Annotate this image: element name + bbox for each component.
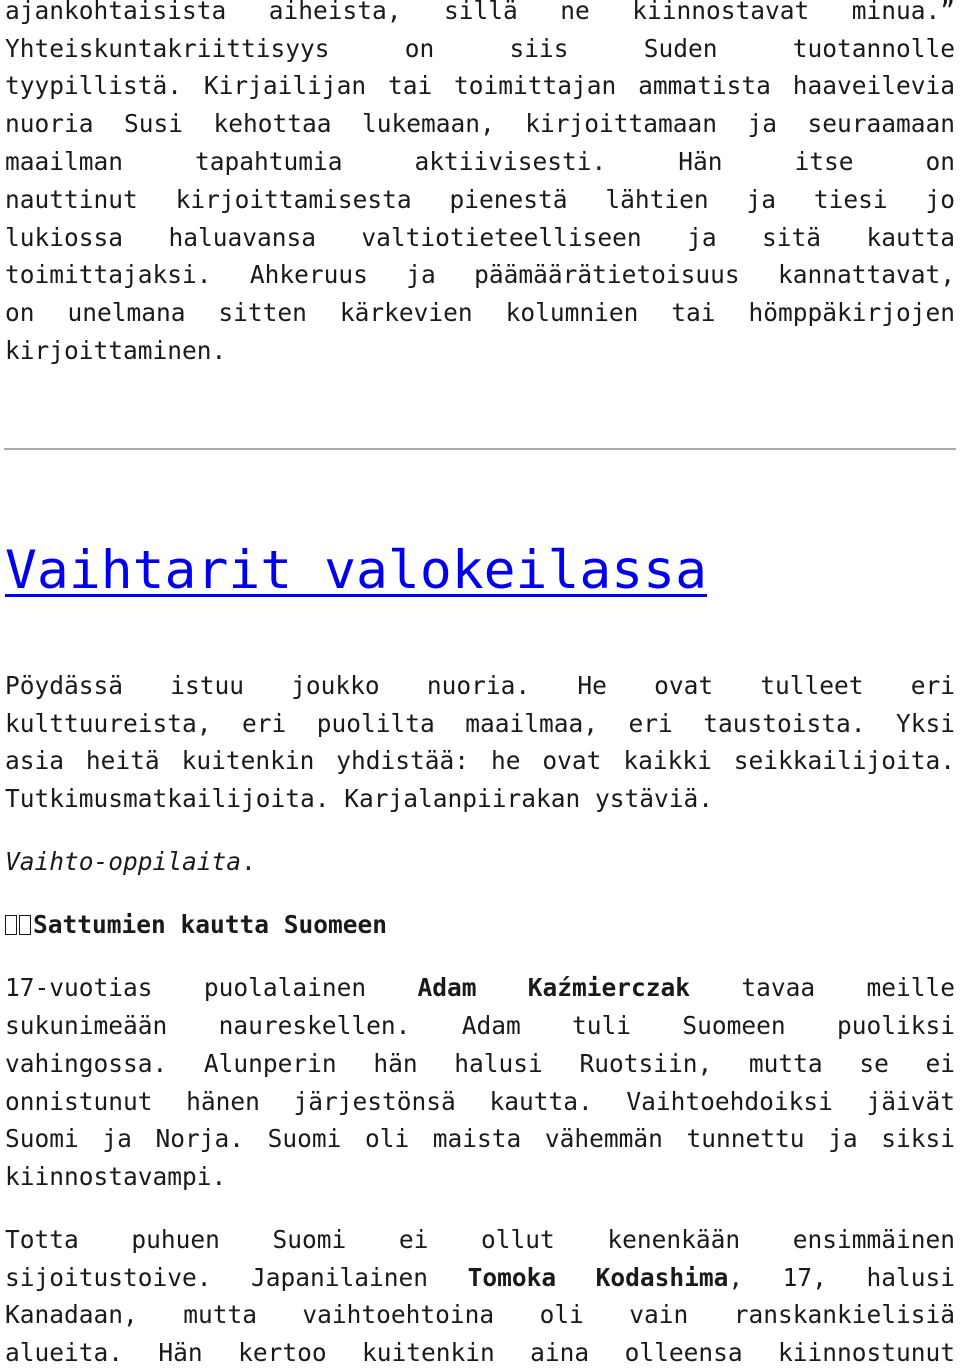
section-heading (5, 906, 955, 944)
flag-icon (19, 915, 31, 935)
para1-line (5, 969, 955, 1007)
section-heading-text: Sattumien kautta Suomeen (33, 910, 388, 939)
para1-line: onnistunut hänen järjestönsä kautta. Vaihtoehdoiksi jäivät (5, 1087, 955, 1116)
para2-text: , 17, halusi (728, 1263, 955, 1292)
para2-line: Totta puhuen Suomi ei ollut kenenkään ensimmäinen (5, 1225, 955, 1254)
para1-line: sukunimeään naureskellen. Adam tuli Suomeen puoliksi (5, 1011, 955, 1040)
italic-suffix: . (241, 847, 256, 876)
para1-line: Suomi ja Norja. Suomi oli maista vähemmän tunnettu ja siksi (5, 1124, 955, 1153)
lead-line: asia heitä kuitenkin yhdistää: he ovat kaikki seikkailijoita. (5, 746, 955, 775)
intro-line: nuoria Susi kehottaa lukemaan, kirjoittamaan ja seuraamaan (5, 109, 955, 138)
italic-text: Vaihto-oppilaita (5, 847, 242, 876)
intro-line: on unelmana sitten kärkevien kolumnien tai hömppäkirjojen (5, 298, 955, 327)
para2-line: Kanadaan, mutta vaihtoehtoina oli vain ranskankielisiä (5, 1300, 955, 1329)
para2-text: sijoitustoive. Japanilainen (5, 1263, 468, 1292)
para2-line: alueita. Hän kertoo kuitenkin aina olleensa kiinnostunut (5, 1338, 955, 1367)
intro-line: tyypillistä. Kirjailijan tai toimittajan ammatista haaveilevia (5, 71, 955, 100)
intro-line: nauttinut kirjoittamisesta pienestä lähtien ja tiesi jo (5, 185, 955, 214)
intro-line: kirjoittaminen. (5, 336, 227, 365)
intro-line: lukiossa haluavansa valtiotieteelliseen ja sitä kautta (5, 223, 955, 252)
intro-line: Yhteiskuntakriittisyys on siis Suden tuotannolle (5, 34, 955, 63)
horizontal-divider (4, 448, 956, 450)
para1-line: vahingossa. Alunperin hän halusi Ruotsiin, mutta se ei (5, 1049, 955, 1078)
lead-line: Tutkimusmatkailijoita. Karjalanpiirakan ystäviä. (5, 784, 714, 813)
intro-line: ajankohtaisista aiheista, sillä ne kiinnostavat minua.” (5, 0, 955, 25)
flag-icon (5, 915, 17, 935)
intro-line: toimittajaksi. Ahkeruus ja päämäärätietoisuus kannattavat, (5, 260, 955, 289)
intro-line: maailman tapahtumia aktiivisesti. Hän itse on (5, 147, 955, 176)
lead-line: Pöydässä istuu joukko nuoria. He ovat tulleet eri (5, 671, 955, 700)
para1-text: tavaa meille (690, 973, 955, 1002)
article-title-link[interactable]: Vaihtarit valokeilassa (5, 540, 707, 601)
person-name: Tomoka Kodashima (467, 1263, 729, 1292)
para1-line: kiinnostavampi. (5, 1162, 227, 1191)
person-name: Adam Kaźmierczak (417, 973, 691, 1002)
lead-line: kulttuureista, eri puolilta maailmaa, eri taustoista. Yksi (5, 709, 955, 738)
para2-line (5, 1259, 955, 1297)
para1-text: 17-vuotias puolalainen (5, 973, 418, 1002)
lead-italic-line (5, 843, 955, 881)
